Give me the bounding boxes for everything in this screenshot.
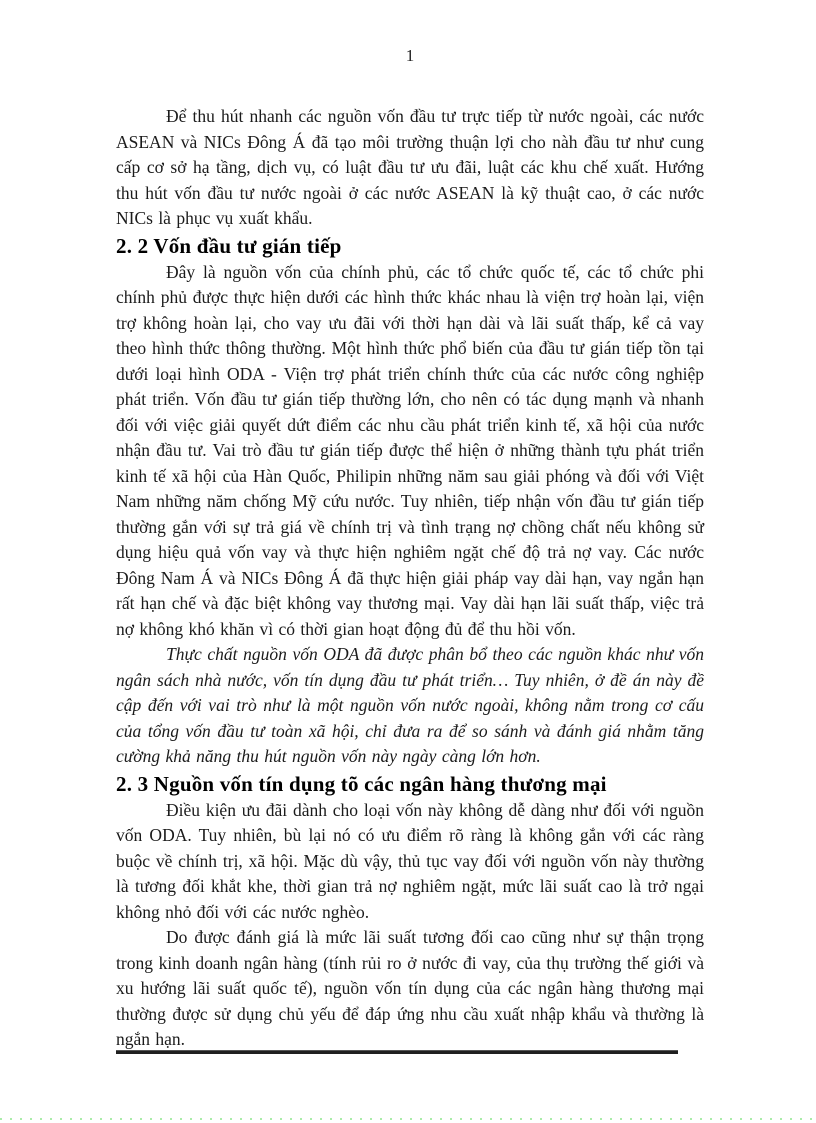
section-heading-2-3-bank-credit: 2. 3 Nguồn vốn tín dụng tõ các ngân hàng thương mại [116,771,607,796]
paragraph-fdi-attraction: Để thu hút nhanh các nguồn vốn đầu tư trực tiếp từ nước ngoài, các nước ASEAN và NICs Đông Á đã tạo môi trường thuận lợi cho nàh đầu tư như cung cấp cơ sở hạ tầng, dịch vụ, có luật đầu tư ưu đãi, luật các khu chế xuất. Hướng thu hút vốn đầu tư nước ngoài ở các nước ASEAN là kỹ thuật cao, ở các nước NICs là phục vụ xuất khẩu. [116,106,704,228]
paragraph-indirect-investment: Đây là nguồn vốn của chính phủ, các tổ chức quốc tế, các tổ chức phi chính phủ được thực hiện dưới các hình thức khác nhau là viện trợ hoàn lại, viện trợ không hoàn lại, cho vay ưu đãi với thời hạn dài và lãi suất thấp, kể cả vay theo hình thức thông thường. Một hình thức phổ biến của đầu tư gián tiếp tồn tại dưới loại hình ODA - Viện trợ phát triển chính thức của các nước công nghiệp phát triển. Vốn đầu tư gián tiếp thường lớn, cho nên có tác dụng mạnh và nhanh đối với việc giải quyết dứt điểm các nhu cầu phát triển kinh tế, xã hội của nước nhận đầu tư. Vai trò đầu tư gián tiếp được thể hiện ở những thành tựu phát triển kinh tế xã hội của Hàn Quốc, Philipin những năm sau giải phóng và đối với Việt Nam những năm chống Mỹ cứu nước. Tuy nhiên, tiếp nhận vốn đầu tư gián tiếp thường gắn với sự trả giá về chính trị và tình trạng nợ chồng chất nếu không sử dụng hiệu quả vốn vay và thực hiện nghiêm ngặt chế độ trả nợ vay. Các nước Đông Nam Á và NICs Đông Á đã thực hiện giải pháp vay dài hạn, vay ngắn hạn rất hạn chế và đặc biệt không vay thương mại. Vay dài hạn lãi suất thấp, việc trả nợ không khó khăn vì có thời gian hoạt động đủ để thu hồi vốn. [116,261,704,639]
paragraph-credit-conditions: Điều kiện ưu đãi dành cho loại vốn này không dễ dàng như đối với nguồn vốn ODA. Tuy nhiên, bù lại nó có ưu điểm rõ ràng là không gắn với các ràng buộc về chính trị, xã hội. Mặc dù vậy, thủ tục vay đối với nguồn vốn này thường là tương đối khắt khe, thời gian trả nợ nghiêm ngặt, mức lãi suất cao là trở ngại không nhỏ đối với các nước nghèo. [116,799,704,922]
page-number: 1 [405,46,415,65]
document-body [116,104,704,1053]
paragraph-oda-note-italic: Thực chất nguồn vốn ODA đã được phân bổ theo các nguồn khác như vốn ngân sách nhà nước, vốn tín dụng đầu tư phát triển… Tuy nhiên, ở đề án này đề cập đến với vai trò như là một nguồn vốn nước ngoài, không nằm trong cơ cấu của tổng vốn đầu tư toàn xã hội, chỉ đưa ra để so sánh và đánh giá nhằm tăng cường khả năng thu hút nguồn vốn này ngày càng lớn hơn. [116,644,704,766]
footnote-separator-rule [116,1050,678,1054]
section-heading-2-2-indirect-investment: 2. 2 Vốn đầu tư gián tiếp [116,233,342,258]
page-break-dotted-line [0,1118,816,1120]
paragraph-credit-usage: Do được đánh giá là mức lãi suất tương đối cao cũng như sự thận trọng trong kinh doanh ngân hàng (tính rủi ro ở nước đi vay, của thụ trường thế giới và xu hướng lãi suất quốc tế), nguồn vốn tín dụng của các ngân hàng thương mại thường được sử dụng chủ yếu để đáp ứng nhu cầu xuất nhập khẩu và thường là ngắn hạn. [116,927,704,1049]
